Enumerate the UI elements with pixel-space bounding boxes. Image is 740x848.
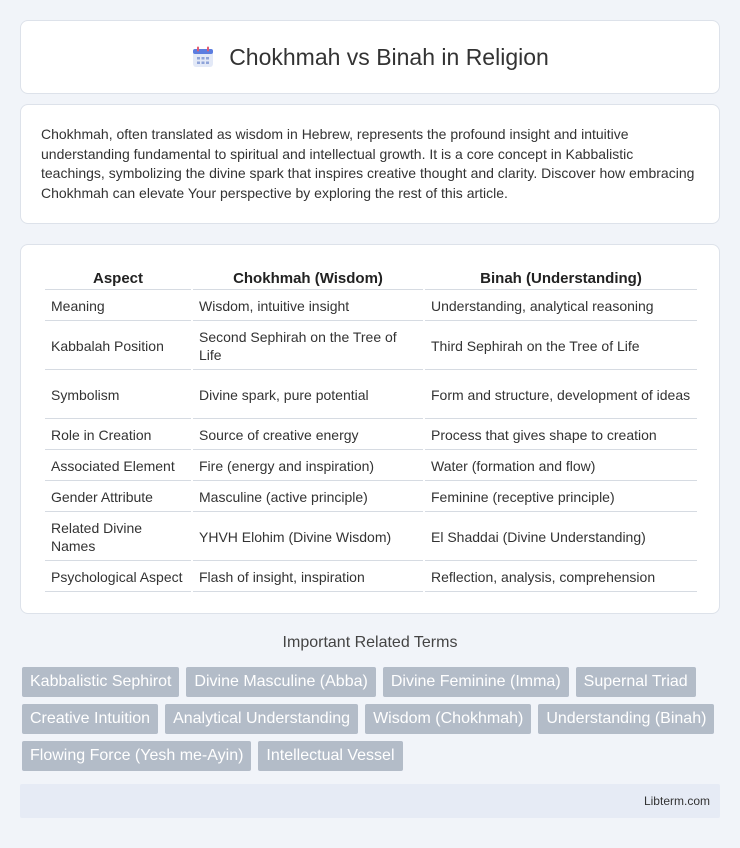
comparison-table — [43, 265, 699, 594]
page-title: Chokhmah vs Binah in Religion — [229, 43, 549, 70]
table-cell: Masculine (active principle) — [193, 483, 423, 512]
column-header: Chokhmah (Wisdom) — [193, 267, 423, 290]
table-cell: Meaning — [45, 292, 191, 321]
table-cell: Source of creative energy — [193, 421, 423, 450]
intro-card — [20, 104, 720, 224]
table-cell: Fire (energy and inspiration) — [193, 452, 423, 481]
table-cell: Related Divine Names — [45, 514, 191, 561]
table-cell: Associated Element — [45, 452, 191, 481]
term-tag[interactable]: Kabbalistic Sephirot — [22, 667, 179, 697]
table-cell: Kabbalah Position — [45, 323, 191, 370]
column-header: Aspect — [45, 267, 191, 290]
table-cell: Psychological Aspect — [45, 563, 191, 592]
related-terms-list — [22, 667, 722, 771]
table-row — [45, 452, 697, 481]
table-cell: Feminine (receptive principle) — [425, 483, 697, 512]
intro-text: Chokhmah, often translated as wisdom in Hebrew, represents the profound insight and intuitive understanding fundamental to spiritual and intellectual growth. It is a core concept in Kabbalistic teachings, symbolizing the divine spark that inspires creative thought and clarity. Discover how embracing Chokhmah can elevate Your perspective by exploring the rest of this article. — [41, 126, 695, 201]
term-tag[interactable]: Divine Feminine (Imma) — [383, 667, 569, 697]
table-row — [45, 483, 697, 512]
term-tag[interactable]: Intellectual Vessel — [258, 741, 402, 771]
footer — [20, 784, 720, 818]
table-cell: Understanding, analytical reasoning — [425, 292, 697, 321]
related-terms-heading: Important Related Terms — [282, 634, 458, 651]
table-header-row — [45, 267, 697, 290]
table-row — [45, 421, 697, 450]
table-cell: Role in Creation — [45, 421, 191, 450]
table-row — [45, 292, 697, 321]
footer-site-link[interactable]: Libterm.com — [643, 794, 710, 808]
calendar-icon — [191, 45, 215, 69]
comparison-card — [20, 244, 720, 614]
term-tag[interactable]: Understanding (Binah) — [538, 704, 714, 734]
table-cell: Form and structure, development of ideas — [425, 372, 697, 419]
table-row — [45, 514, 697, 561]
table-cell: Second Sephirah on the Tree of Life — [193, 323, 423, 370]
column-header: Binah (Understanding) — [425, 267, 697, 290]
table-cell: Divine spark, pure potential — [193, 372, 423, 419]
table-row — [45, 563, 697, 592]
table-cell: El Shaddai (Divine Understanding) — [425, 514, 697, 561]
term-tag[interactable]: Supernal Triad — [576, 667, 696, 697]
table-cell: Flash of insight, inspiration — [193, 563, 423, 592]
table-cell: Symbolism — [45, 372, 191, 419]
table-row — [45, 323, 697, 370]
table-cell: Wisdom, intuitive insight — [193, 292, 423, 321]
table-cell: Water (formation and flow) — [425, 452, 697, 481]
table-cell: Process that gives shape to creation — [425, 421, 697, 450]
table-cell: YHVH Elohim (Divine Wisdom) — [193, 514, 423, 561]
header-card — [20, 20, 720, 94]
table-cell: Reflection, analysis, comprehension — [425, 563, 697, 592]
term-tag[interactable]: Analytical Understanding — [165, 704, 358, 734]
table-cell: Third Sephirah on the Tree of Life — [425, 323, 697, 370]
term-tag[interactable]: Wisdom (Chokhmah) — [365, 704, 531, 734]
table-row — [45, 372, 697, 419]
term-tag[interactable]: Creative Intuition — [22, 704, 158, 734]
term-tag[interactable]: Flowing Force (Yesh me-Ayin) — [22, 741, 251, 771]
term-tag[interactable]: Divine Masculine (Abba) — [186, 667, 375, 697]
table-cell: Gender Attribute — [45, 483, 191, 512]
